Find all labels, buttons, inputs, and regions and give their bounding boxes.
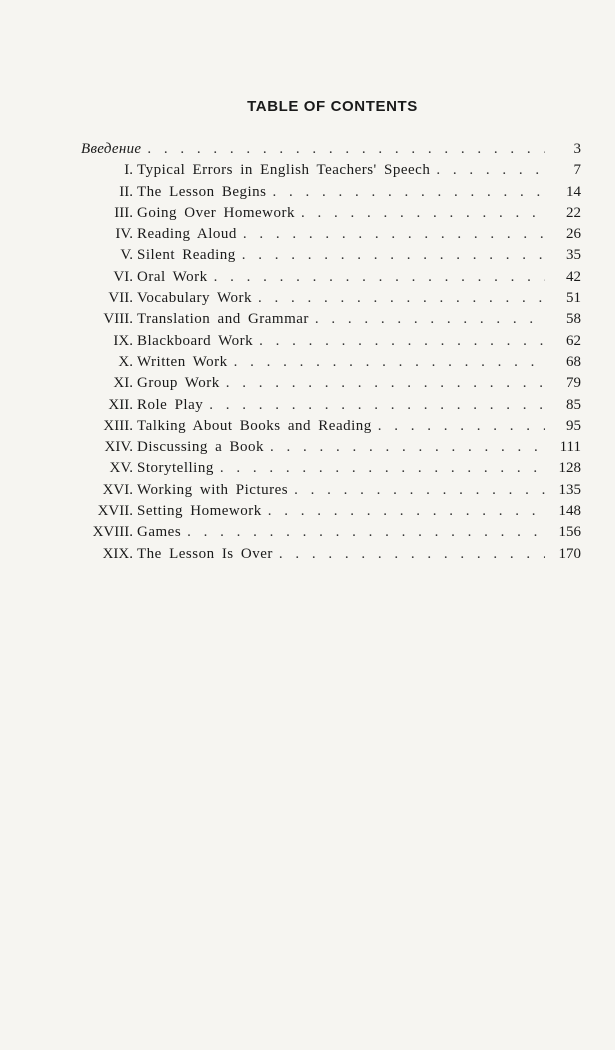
chapter-number: II. xyxy=(119,183,133,200)
dot-leader xyxy=(234,352,545,373)
chapter-number: I. xyxy=(124,162,133,179)
chapter-number: X. xyxy=(118,353,133,370)
dot-leader xyxy=(301,203,545,224)
toc-entry-page: 68 xyxy=(566,353,581,370)
toc-entry xyxy=(78,182,581,203)
dot-leader xyxy=(294,480,545,501)
toc-entry-page: 170 xyxy=(558,545,581,562)
toc-entry-title: Введение xyxy=(81,141,142,157)
toc-entry-page: 79 xyxy=(566,375,581,392)
toc-entry-page: 42 xyxy=(566,268,581,285)
dot-leader xyxy=(258,288,545,309)
dot-leader xyxy=(259,331,545,352)
toc-entry-page: 85 xyxy=(566,396,581,413)
chapter-number: XVI. xyxy=(102,481,133,498)
chapter-number: XIII. xyxy=(103,417,133,434)
toc-entry xyxy=(78,501,581,522)
dot-leader xyxy=(378,416,545,437)
dot-leader xyxy=(315,309,545,330)
toc-entry-title: Typical Errors in English Teachers' Speech xyxy=(137,162,431,179)
toc-entry-title: Talking About Books and Reading xyxy=(137,417,372,434)
toc-entry-introduction xyxy=(78,139,581,160)
chapter-number: VII. xyxy=(108,290,133,307)
toc-entry-title: Setting Homework xyxy=(137,503,262,520)
toc-entry-page: 3 xyxy=(573,141,581,157)
toc-entry-page: 111 xyxy=(559,439,581,456)
chapter-number: XIV. xyxy=(104,439,133,456)
dot-leader xyxy=(268,501,545,522)
toc-entry-title: Role Play xyxy=(137,396,204,413)
toc-entry xyxy=(78,267,581,288)
toc-entry-title: Group Work xyxy=(137,375,220,392)
toc-entry-title: The Lesson Is Over xyxy=(137,545,273,562)
toc-entry-title: Discussing a Book xyxy=(137,439,264,456)
toc-entry xyxy=(78,331,581,352)
toc-entry-title: Oral Work xyxy=(137,268,208,285)
chapter-number: XV. xyxy=(109,460,133,477)
toc-entry-page: 51 xyxy=(566,290,581,307)
toc-entry-page: 14 xyxy=(566,183,581,200)
dot-leader xyxy=(220,458,545,479)
chapter-number: XVIII. xyxy=(92,524,133,541)
chapter-number: XIX. xyxy=(102,545,133,562)
toc-entry-title: Storytelling xyxy=(137,460,214,477)
toc-entry-page: 22 xyxy=(566,204,581,221)
toc-entry-page: 135 xyxy=(558,481,581,498)
toc-entry-page: 26 xyxy=(566,226,581,243)
toc-entry xyxy=(78,224,581,245)
dot-leader xyxy=(436,160,545,181)
toc-entry xyxy=(78,203,581,224)
toc-entry-title: Games xyxy=(137,524,182,541)
toc-entry-page: 156 xyxy=(558,524,581,541)
toc-entry-title: Translation and Grammar xyxy=(137,311,309,328)
toc-entry xyxy=(78,395,581,416)
toc-entry xyxy=(78,437,581,458)
dot-leader xyxy=(226,373,545,394)
dot-leader xyxy=(272,182,545,203)
toc-entry-page: 95 xyxy=(566,417,581,434)
dot-leader xyxy=(187,522,545,543)
toc-entry xyxy=(78,458,581,479)
toc-entry-title: Reading Aloud xyxy=(137,226,237,243)
toc-entry-title: Vocabulary Work xyxy=(137,290,252,307)
page-title: TABLE OF CONTENTS xyxy=(247,98,418,115)
toc-entry-page: 7 xyxy=(573,162,581,179)
toc-entry xyxy=(78,373,581,394)
dot-leader xyxy=(214,267,545,288)
dot-leader xyxy=(209,395,545,416)
chapter-number: III. xyxy=(114,204,133,221)
chapter-number: IX. xyxy=(113,332,133,349)
toc-entry-title: Blackboard Work xyxy=(137,332,254,349)
dot-leader xyxy=(279,544,545,565)
toc-entry-page: 128 xyxy=(558,460,581,477)
dot-leader xyxy=(147,139,545,160)
chapter-number: XVII. xyxy=(97,503,133,520)
toc-entry xyxy=(78,352,581,373)
toc-entry-title: Working with Pictures xyxy=(137,481,289,498)
toc-entry xyxy=(78,288,581,309)
chapter-number: VIII. xyxy=(103,311,133,328)
toc-entry xyxy=(78,416,581,437)
toc-entry-title: Written Work xyxy=(137,353,228,370)
toc-entry-page: 58 xyxy=(566,311,581,328)
toc-entry-page: 148 xyxy=(558,503,581,520)
toc-entry xyxy=(78,245,581,266)
chapter-number: IV. xyxy=(115,226,133,243)
dot-leader xyxy=(242,245,545,266)
toc-entry xyxy=(78,544,581,565)
chapter-number: XI. xyxy=(113,375,133,392)
toc-entry xyxy=(78,522,581,543)
chapter-number: XII. xyxy=(108,396,133,413)
chapter-number: VI. xyxy=(113,268,133,285)
toc-entry-title: Going Over Homework xyxy=(137,204,295,221)
dot-leader xyxy=(243,224,545,245)
toc-entry-title: The Lesson Begins xyxy=(137,183,267,200)
table-of-contents xyxy=(78,139,581,565)
toc-entry xyxy=(78,480,581,501)
toc-entry xyxy=(78,309,581,330)
toc-entry xyxy=(78,160,581,181)
toc-entry-title: Silent Reading xyxy=(137,247,236,264)
chapter-number: V. xyxy=(120,247,133,264)
dot-leader xyxy=(270,437,545,458)
toc-entry-page: 35 xyxy=(566,247,581,264)
toc-entry-page: 62 xyxy=(566,332,581,349)
